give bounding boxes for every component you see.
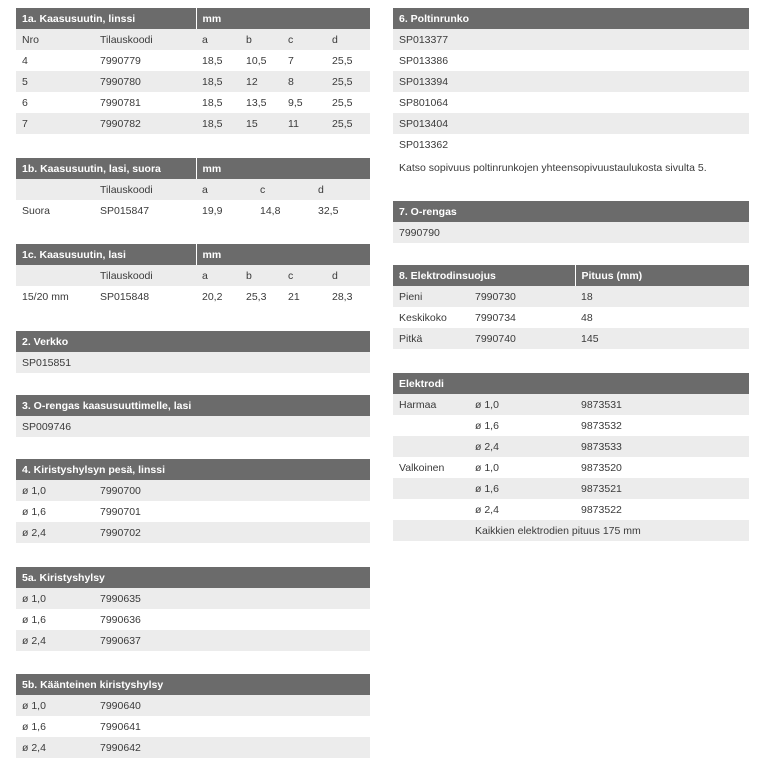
cell: 9873520: [575, 457, 749, 478]
col-header: Tilauskoodi: [94, 179, 196, 200]
table-row: [16, 71, 370, 92]
cell: ø 1,6: [469, 478, 575, 499]
cell: ø 1,0: [16, 480, 94, 501]
cell: 7990641: [94, 716, 370, 737]
cell: [393, 436, 469, 457]
cell: ø 1,0: [16, 695, 94, 716]
table-row: [393, 436, 749, 457]
cell: ø 2,4: [16, 630, 94, 651]
cell: ø 2,4: [469, 436, 575, 457]
table-row: [16, 609, 370, 630]
cell: SP013362: [393, 134, 749, 155]
col-header: d: [326, 265, 370, 286]
cell: 7: [282, 50, 326, 71]
cell: 7990740: [469, 328, 575, 349]
cell: Pieni: [393, 286, 469, 307]
table-6-torch-body: [393, 8, 749, 155]
cell: 9873522: [575, 499, 749, 520]
table-row: [16, 416, 370, 437]
table-title: 7. O-rengas: [393, 201, 749, 222]
col-header: [16, 265, 94, 286]
cell: 7990780: [94, 71, 196, 92]
table-row: [393, 307, 749, 328]
table-row: [393, 286, 749, 307]
table-row: [16, 501, 370, 522]
cell: Keskikoko: [393, 307, 469, 328]
table-5a-collet: [16, 567, 370, 651]
cell: SP013404: [393, 113, 749, 134]
col-header: a: [196, 265, 240, 286]
cell: 145: [575, 328, 749, 349]
cell: ø 1,6: [16, 609, 94, 630]
cell: 7990701: [94, 501, 370, 522]
table-1b-gas-nozzle-glass-straight: [16, 158, 370, 221]
table-row: [16, 588, 370, 609]
cell: ø 2,4: [16, 737, 94, 758]
table-row: [393, 92, 749, 113]
cell: 9873531: [575, 394, 749, 415]
table-row: [393, 71, 749, 92]
cell: 7990636: [94, 609, 370, 630]
cell: SP015847: [94, 200, 196, 221]
table-row: [393, 50, 749, 71]
cell: 7: [16, 113, 94, 134]
table-title: 1a. Kaasusuutin, linssi: [16, 8, 196, 29]
col-header: d: [326, 29, 370, 50]
table-2-mesh: [16, 331, 370, 373]
cell: ø 1,6: [16, 501, 94, 522]
table-row: [393, 328, 749, 349]
cell: 9,5: [282, 92, 326, 113]
cell: ø 2,4: [469, 499, 575, 520]
cell: ø 1,0: [469, 457, 575, 478]
table-title: Elektrodi: [393, 373, 749, 394]
cell: 18,5: [196, 71, 240, 92]
cell: SP009746: [16, 416, 370, 437]
table-5b-reverse-collet: [16, 674, 370, 758]
cell: 14,8: [254, 200, 312, 221]
cell: 13,5: [240, 92, 282, 113]
cell: ø 2,4: [16, 522, 94, 543]
cell: Pitkä: [393, 328, 469, 349]
table-row: [393, 415, 749, 436]
cell: 7990702: [94, 522, 370, 543]
table-title: 1c. Kaasusuutin, lasi: [16, 244, 196, 265]
cell: 25,5: [326, 50, 370, 71]
cell: 7990781: [94, 92, 196, 113]
cell: 18,5: [196, 50, 240, 71]
table-row: [393, 113, 749, 134]
cell: 9873533: [575, 436, 749, 457]
cell: 25,5: [326, 71, 370, 92]
table-8-electrode-guard: [393, 265, 749, 349]
col-header: c: [282, 29, 326, 50]
table-note-row: [393, 520, 749, 541]
cell: 7990782: [94, 113, 196, 134]
col-header: Tilauskoodi: [94, 29, 196, 50]
table-row: [16, 352, 370, 373]
col-header: a: [196, 29, 240, 50]
cell: SP013386: [393, 50, 749, 71]
table-title: 3. O-rengas kaasusuuttimelle, lasi: [16, 395, 370, 416]
cell: 10,5: [240, 50, 282, 71]
cell: 4: [16, 50, 94, 71]
cell: 11: [282, 113, 326, 134]
table-3-o-ring-gas-nozzle: [16, 395, 370, 437]
cell: 9873521: [575, 478, 749, 499]
torch-body-note: Katso sopivuus poltinrunkojen yhteensopivuustaulukosta sivulta 5.: [399, 162, 707, 174]
table-1a-gas-nozzle-lens: [16, 8, 370, 134]
cell: 25,5: [326, 113, 370, 134]
table-title: 1b. Kaasusuutin, lasi, suora: [16, 158, 196, 179]
table-title: 8. Elektrodinsuojus: [393, 265, 575, 286]
table-title: 5a. Kiristyshylsy: [16, 567, 370, 588]
subheader-row: [16, 29, 370, 50]
cell: 25,5: [326, 92, 370, 113]
table-row: [16, 737, 370, 758]
cell: 20,2: [196, 286, 240, 307]
cell: 19,9: [196, 200, 254, 221]
col-header: b: [240, 265, 282, 286]
table-7-o-ring: [393, 201, 749, 243]
electrode-length-note: Kaikkien elektrodien pituus 175 mm: [469, 520, 749, 541]
cell: Suora: [16, 200, 94, 221]
table-title: 2. Verkko: [16, 331, 370, 352]
cell: 7990730: [469, 286, 575, 307]
table-row: [393, 222, 749, 243]
cell: 5: [16, 71, 94, 92]
unit-header: mm: [196, 244, 370, 265]
table-row: [393, 478, 749, 499]
cell: 25,3: [240, 286, 282, 307]
cell: [393, 499, 469, 520]
cell: 32,5: [312, 200, 370, 221]
length-header: Pituus (mm): [575, 265, 749, 286]
col-header: c: [254, 179, 312, 200]
cell: 7990734: [469, 307, 575, 328]
cell: SP015848: [94, 286, 196, 307]
table-row: [393, 134, 749, 155]
cell: ø 1,0: [469, 394, 575, 415]
col-header: a: [196, 179, 254, 200]
table-row: [16, 716, 370, 737]
cell: 28,3: [326, 286, 370, 307]
cell: 18: [575, 286, 749, 307]
table-row: [16, 630, 370, 651]
cell: [393, 478, 469, 499]
table-row: [16, 522, 370, 543]
cell: SP013377: [393, 29, 749, 50]
table-row: [16, 695, 370, 716]
cell: 7990790: [393, 222, 749, 243]
subheader-row: [16, 265, 370, 286]
table-row: [16, 286, 370, 307]
cell: Harmaa: [393, 394, 469, 415]
table-row: [393, 457, 749, 478]
cell: ø 1,6: [16, 716, 94, 737]
table-row: [393, 499, 749, 520]
cell: 48: [575, 307, 749, 328]
cell: [393, 415, 469, 436]
cell: 8: [282, 71, 326, 92]
cell: 7990635: [94, 588, 370, 609]
cell: [393, 520, 469, 541]
unit-header: mm: [196, 8, 370, 29]
table-row: [16, 113, 370, 134]
col-header: c: [282, 265, 326, 286]
cell: SP013394: [393, 71, 749, 92]
col-header: Tilauskoodi: [94, 265, 196, 286]
cell: 18,5: [196, 113, 240, 134]
table-row: [16, 480, 370, 501]
col-header: [16, 179, 94, 200]
table-row: [16, 50, 370, 71]
cell: 6: [16, 92, 94, 113]
table-row: [16, 92, 370, 113]
cell: SP015851: [16, 352, 370, 373]
table-row: [393, 394, 749, 415]
col-header: d: [312, 179, 370, 200]
cell: 9873532: [575, 415, 749, 436]
table-row: [393, 29, 749, 50]
unit-header: mm: [196, 158, 370, 179]
cell: Valkoinen: [393, 457, 469, 478]
table-title: 6. Poltinrunko: [393, 8, 749, 29]
cell: SP801064: [393, 92, 749, 113]
col-header: b: [240, 29, 282, 50]
col-header: Nro: [16, 29, 94, 50]
cell: ø 1,0: [16, 588, 94, 609]
cell: 21: [282, 286, 326, 307]
cell: 15: [240, 113, 282, 134]
table-electrode: [393, 373, 749, 541]
cell: 12: [240, 71, 282, 92]
table-4-collet-body-lens: [16, 459, 370, 543]
cell: 7990700: [94, 480, 370, 501]
cell: 15/20 mm: [16, 286, 94, 307]
cell: 7990640: [94, 695, 370, 716]
subheader-row: [16, 179, 370, 200]
table-title: 5b. Käänteinen kiristyshylsy: [16, 674, 370, 695]
table-row: [16, 200, 370, 221]
table-1c-gas-nozzle-glass: [16, 244, 370, 307]
cell: ø 1,6: [469, 415, 575, 436]
cell: 7990779: [94, 50, 196, 71]
cell: 7990637: [94, 630, 370, 651]
cell: 18,5: [196, 92, 240, 113]
cell: 7990642: [94, 737, 370, 758]
table-title: 4. Kiristyshylsyn pesä, linssi: [16, 459, 370, 480]
